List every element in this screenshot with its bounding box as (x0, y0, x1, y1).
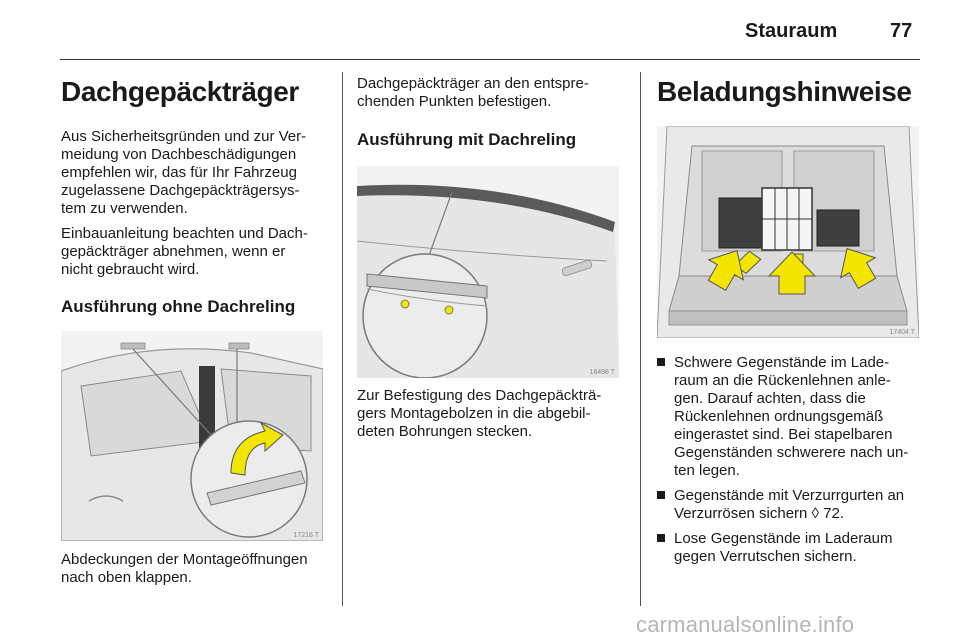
list-item: Gegenstände mit Verzurrgurten an Verzurrösen sichern ◊ 72. (657, 487, 927, 523)
subheading-with-rail: Ausführung mit Dachreling (357, 130, 577, 149)
paragraph-safety: Aus Sicherheitsgründen und zur Ver- meidung von Dachbeschädigungen empfehlen wir, das für Ihr Fahrzeug zugelassene Dachgepäckträgersys- tem zu verwenden. (61, 128, 307, 217)
paragraph-installation: Einbauanleitung beachten und Dach- gepäckträger abnehmen, wenn er nicht gebraucht wird. (61, 225, 308, 278)
subheading-without-rail: Ausführung ohne Dachreling (61, 297, 296, 316)
figure-roof-cover-illustration (61, 331, 323, 541)
figure-caption: Zur Befestigung des Dachgepäckträ- gers Montagebolzen in die abgebil- deten Bohrungen stecken. (357, 387, 602, 440)
figure-number: 18498 T (589, 369, 615, 376)
bullet-square-icon (657, 491, 665, 499)
figure-number: 17404 T (889, 329, 915, 336)
column-divider-1 (342, 72, 343, 606)
figure-roof-rail-illustration (357, 166, 619, 378)
column-divider-2 (640, 72, 641, 606)
page-number: 77 (890, 20, 913, 42)
column-mounting (357, 70, 627, 441)
figure-caption: Abdeckungen der Montageöffnungen nach oben klappen. (61, 551, 308, 586)
figure-number: 17218 T (293, 532, 319, 539)
list-item: Schwere Gegenstände im Lade- raum an die Rückenlehnen anle- gen. Darauf achten, dass die Rückenlehnen ordnungsgemäß eingerastet sind. Bei stapelbaren Gegenständen schwerere nach un- ten legen. (657, 354, 927, 480)
page-header-title: Stauraum (745, 20, 838, 42)
watermark-text: carmanualsonline.info (636, 612, 855, 637)
bullet-square-icon (657, 534, 665, 542)
paragraph-mounting-points: Dachgepäckträger an den entspre- chenden Punkten befestigen. (357, 75, 589, 110)
bullet-square-icon (657, 358, 665, 366)
column-loading (657, 70, 927, 566)
section-heading-roof-rack: Dachgepäckträger (61, 76, 299, 107)
header-divider (60, 59, 920, 60)
loading-instructions-list (657, 354, 927, 566)
column-roof-rack (61, 70, 331, 587)
section-heading-loading: Beladungshinweise (657, 76, 912, 107)
figure-cargo-area-illustration (657, 126, 919, 338)
list-item: Lose Gegenstände im Laderaum gegen Verrutschen sichern. (657, 530, 927, 566)
